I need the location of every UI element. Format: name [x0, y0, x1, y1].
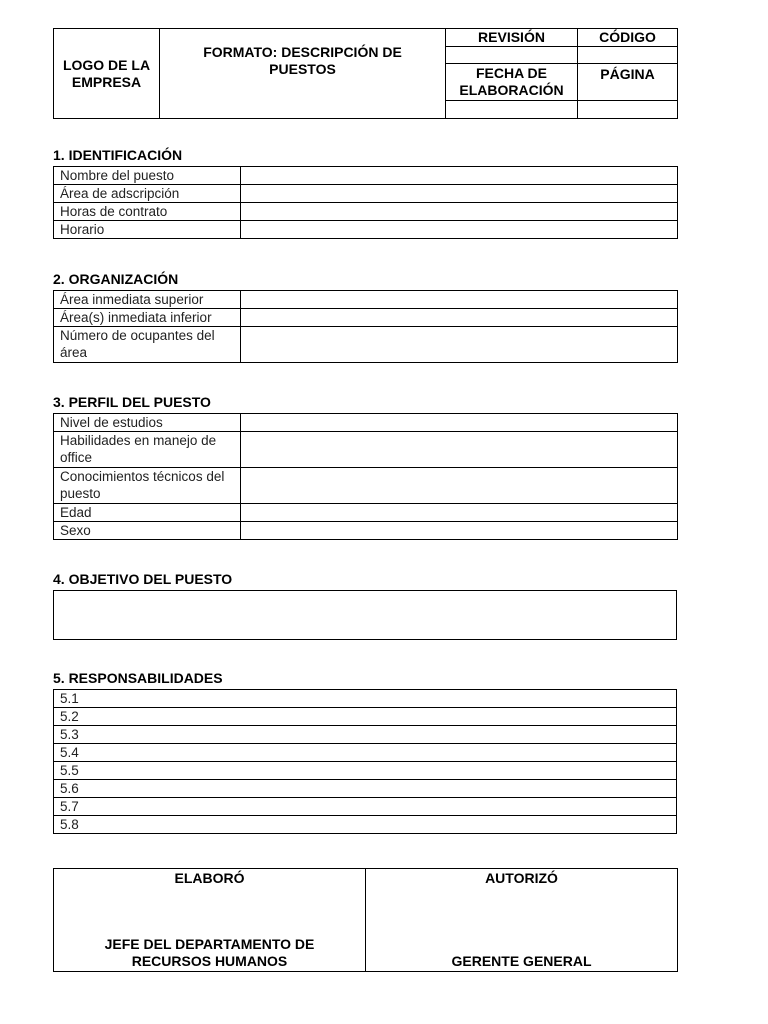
section-title-responsabilidades: 5. RESPONSABILIDADES — [53, 670, 223, 686]
company-logo-placeholder — [54, 29, 160, 119]
pagina-value[interactable] — [578, 101, 678, 119]
responsabilidades-table — [53, 689, 677, 834]
field-label: Horas de contrato — [54, 203, 241, 221]
field-label: Conocimientos técnicos del puesto — [54, 468, 241, 504]
section-title-identificacion: 1. IDENTIFICACIÓN — [53, 147, 183, 163]
autorizo-role: GERENTE GENERAL — [451, 953, 592, 969]
form-title-cell — [160, 29, 446, 119]
field-label: Área inmediata superior — [54, 291, 241, 309]
field-label: Habilidades en manejo de office — [54, 432, 241, 468]
autorizo-cell[interactable] — [366, 869, 678, 972]
field-label: Área de adscripción — [54, 185, 241, 203]
field-value[interactable] — [241, 522, 678, 540]
fecha-elaboracion-value[interactable] — [446, 101, 578, 119]
codigo-label: CÓDIGO — [578, 29, 678, 47]
field-label: Horario — [54, 221, 241, 239]
identificacion-table — [53, 166, 678, 239]
field-label: Sexo — [54, 522, 241, 540]
section-title-organizacion: 2. ORGANIZACIÓN — [53, 271, 179, 287]
responsibility-row[interactable]: 5.2 — [54, 708, 677, 726]
field-label: Nombre del puesto — [54, 167, 241, 185]
form-title: FORMATO: DESCRIPCIÓN DE PUESTOS — [203, 44, 402, 77]
field-value[interactable] — [241, 167, 678, 185]
responsibility-row[interactable]: 5.6 — [54, 780, 677, 798]
codigo-value[interactable] — [578, 47, 678, 64]
responsibility-row[interactable]: 5.7 — [54, 798, 677, 816]
revision-value[interactable] — [446, 47, 578, 64]
field-value[interactable] — [241, 504, 678, 522]
fecha-elaboracion-label: FECHA DE ELABORACIÓN — [446, 64, 578, 101]
field-value[interactable] — [241, 309, 678, 327]
objetivo-textbox[interactable] — [53, 590, 677, 640]
responsibility-row[interactable]: 5.8 — [54, 816, 677, 834]
field-value[interactable] — [241, 291, 678, 309]
field-label: Edad — [54, 504, 241, 522]
field-label: Nivel de estudios — [54, 414, 241, 432]
responsibility-row[interactable]: 5.3 — [54, 726, 677, 744]
autorizo-label: AUTORIZÓ — [485, 870, 558, 886]
field-value[interactable] — [241, 468, 678, 504]
elaboro-role: JEFE DEL DEPARTAMENTO DE RECURSOS HUMANOS — [104, 936, 315, 969]
organizacion-table — [53, 290, 678, 363]
section-title-objetivo: 4. OBJETIVO DEL PUESTO — [53, 571, 233, 587]
elaboro-label: ELABORÓ — [174, 870, 245, 886]
revision-label: REVISIÓN — [446, 29, 578, 47]
field-value[interactable] — [241, 432, 678, 468]
field-label: Área(s) inmediata inferior — [54, 309, 241, 327]
elaboro-cell[interactable] — [54, 869, 366, 972]
signature-table — [53, 868, 678, 972]
section-title-perfil: 3. PERFIL DEL PUESTO — [53, 394, 211, 410]
field-value[interactable] — [241, 185, 678, 203]
field-value[interactable] — [241, 203, 678, 221]
responsibility-row[interactable]: 5.5 — [54, 762, 677, 780]
field-value[interactable] — [241, 414, 678, 432]
logo-label: LOGO DE LA EMPRESA — [62, 56, 151, 90]
responsibility-row[interactable]: 5.4 — [54, 744, 677, 762]
perfil-table — [53, 413, 678, 540]
field-value[interactable] — [241, 221, 678, 239]
responsibility-row[interactable]: 5.1 — [54, 690, 677, 708]
field-value[interactable] — [241, 327, 678, 363]
field-label: Número de ocupantes del área — [54, 327, 241, 363]
pagina-label: PÁGINA — [578, 64, 678, 101]
form-header-table — [53, 28, 678, 119]
